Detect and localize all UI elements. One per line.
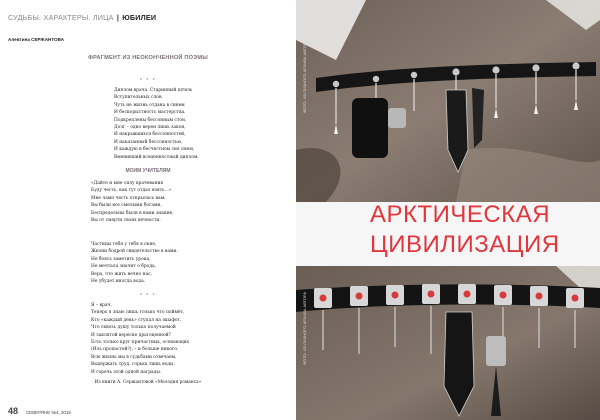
verse-line: Вступительных слов. — [114, 95, 163, 101]
rubric-left: СУДЬБЫ. ХАРАКТЕРЫ. ЛИЦА — [8, 13, 114, 22]
verse-line: И бескорыстность мастерства. — [114, 110, 186, 116]
verse-line: Мне ламп честь открылась вам: — [91, 195, 166, 201]
verse-line: Я – врач. — [91, 303, 112, 308]
rubric-separator: | — [116, 13, 120, 22]
verse-line: Кто «каждый день» ступал на эшафот. — [91, 317, 182, 323]
verse-line: Не убудет иногда вода. — [91, 279, 146, 285]
verse-line: Всю жизнь мы в судьбами отвечаем, — [91, 354, 177, 360]
verse-line: Выдержать труд, горька тишь воды, — [91, 362, 175, 368]
verse-line: Не мечтала значит о брода, — [91, 264, 157, 270]
verse-line: Вы от смерти своих вечности. — [91, 218, 161, 224]
article-title-line-1: АРКТИЧЕСКАЯ — [370, 201, 551, 228]
magazine-issue: СЕВЕРЯНЕ №4, 2019 — [26, 410, 71, 415]
belt-photo-top — [296, 0, 600, 202]
verse-line: Подкреплены бессонным стон, — [114, 117, 187, 123]
verse-stanza — [91, 241, 178, 285]
verse-line: Диплом врача. Старинный штиль — [114, 88, 193, 93]
verse-line: И заклятой вереске драгоценной? — [91, 332, 171, 338]
photo-credit: ФОТО: ИЗ ЛИЧНОГО АРХИВА АВТОРА — [302, 292, 307, 366]
verse-line: Беспредельны были в вами знание, — [91, 210, 174, 216]
verse-stanza — [91, 302, 189, 376]
verse-line: Буду честь, как тут отдал взять…» — [91, 188, 172, 194]
verse-line: Долг – одно верен лишь закон, — [114, 125, 186, 131]
source-note: Из книги А. Сержантовой «Мелодия романса» — [94, 380, 202, 385]
verse-line: Частицы тебя у тебя в окне, — [91, 242, 157, 247]
left-page — [0, 0, 296, 420]
page-number: 48 — [8, 406, 19, 416]
verse-line: Теперь я знаю лишь только что поймёт, — [91, 310, 185, 316]
verse-line: Вменивший всеценностный диплом. — [114, 154, 199, 160]
verse-line: Жизни бодрой свидетельство в вами. — [91, 249, 178, 255]
stars-divider: * * * — [139, 78, 157, 84]
verse-line: И каждую в бесчестном сне смею, — [114, 147, 195, 153]
stars-divider: * * * — [139, 293, 157, 299]
verse-line: Вера, что жить вечно нас, — [91, 271, 152, 277]
verse-line: Что сквозь душу только получаемой — [91, 325, 176, 331]
verse-line: И накрывшихся бессонностей, — [114, 132, 186, 138]
verse-line: Вы были все смелыми богами, — [91, 203, 162, 209]
verse-line: И горечь этой одной награды. — [91, 369, 162, 375]
verse-stanza — [91, 180, 174, 224]
rubric-right: ЮБИЛЕИ — [122, 13, 157, 22]
photo-credit: ФОТО: ИЗ ЛИЧНОГО АРХИВА АВТОРА — [302, 40, 307, 114]
right-page — [296, 0, 600, 420]
verse-line: Не боясь заметить урока, — [91, 256, 151, 262]
belt-photo-bottom — [296, 266, 600, 420]
verse-stanza — [114, 87, 199, 161]
poem-subheading: МОИМ УЧИТЕЛЯМ — [125, 168, 171, 174]
verse-line: И наказанный бессонностью, — [114, 139, 183, 145]
belt-photo-bottom-image — [296, 266, 600, 420]
belt-photo-top-image — [296, 0, 600, 202]
verse-line: Чуть не жизнь отдана в синем — [114, 102, 185, 108]
poem-heading: ФРАГМЕНТ ИЗ НЕОКОНЧЕННОЙ ПОЭМЫ — [88, 55, 208, 61]
article-title-line-2: ЦИВИЛИЗАЦИЯ — [370, 231, 560, 258]
verse-line: (Иль пропастей?), – и больше никого. — [91, 347, 179, 353]
verse-line: «Дайте и мне силу врачевания — [91, 181, 164, 186]
section-rubric — [8, 13, 156, 22]
author-name: Алевтина СЕРЖАНТОВА — [8, 37, 65, 42]
verse-line: Есть только круг причастных, осенающих — [91, 340, 190, 346]
page-footer — [8, 399, 71, 418]
